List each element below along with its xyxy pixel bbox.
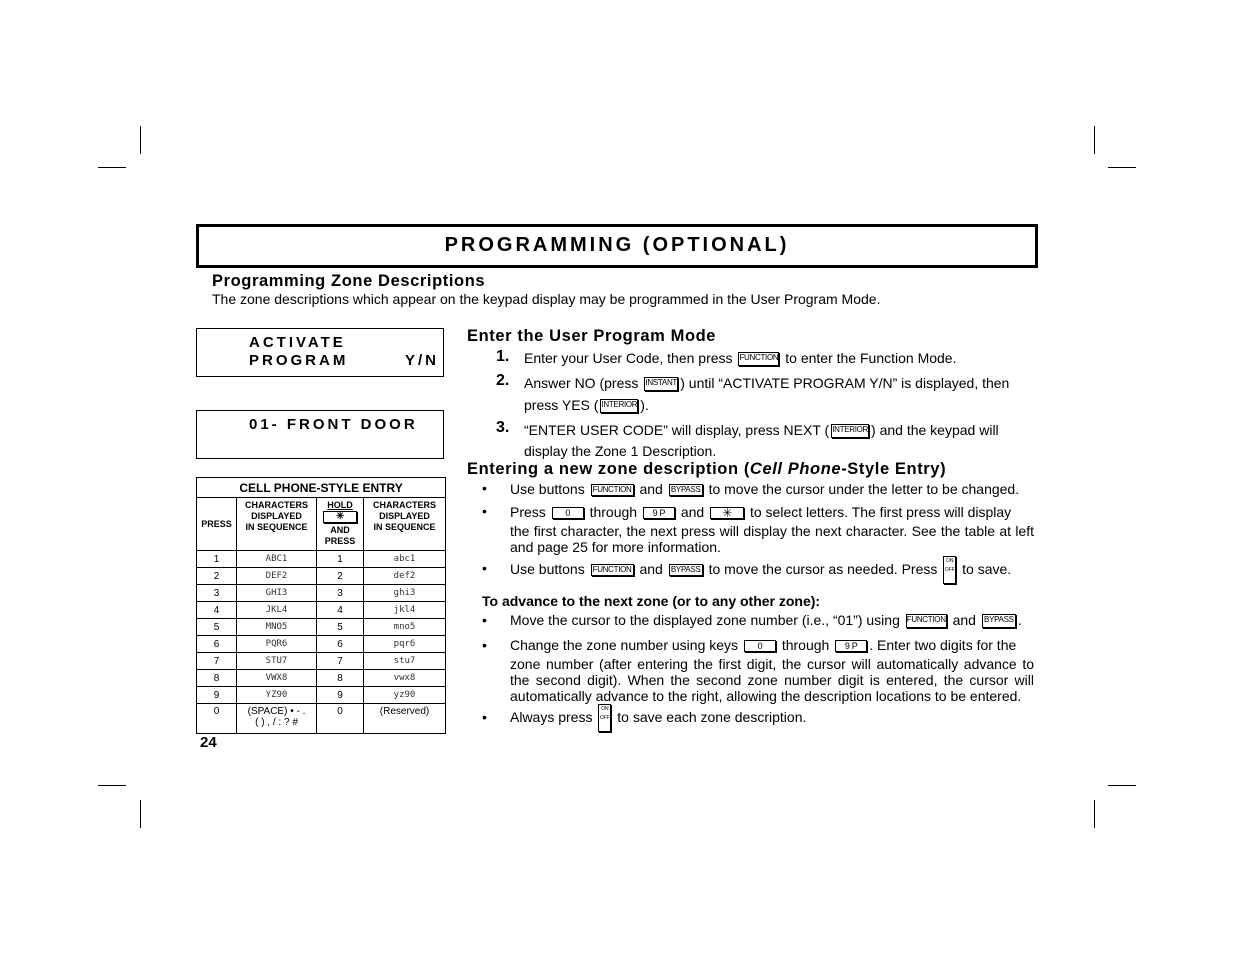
table-cell: 7: [197, 653, 237, 670]
new-zone-bullet-3: Use buttons FUNCTION and BYPASS to move the cursor as needed. Press ON OFF to save.: [510, 556, 1011, 584]
step-number: 3.: [496, 419, 510, 436]
table-cell: JKL4: [237, 602, 317, 619]
function-key-icon: FUNCTION: [592, 485, 632, 495]
table-cell: 8: [197, 670, 237, 687]
bypass-key-icon: BYPASS: [669, 564, 703, 576]
table-cell: yz90: [364, 687, 446, 704]
page-number: 24: [200, 734, 217, 751]
zero-key-icon: 0: [552, 507, 584, 519]
table-cell: 1: [197, 551, 237, 568]
table-row: [197, 619, 446, 636]
table-cell: MNO5: [237, 619, 317, 636]
step-3-text: “ENTER USER CODE” will display, press NEXT ( INTERIOR ) and the keypad will: [524, 422, 999, 438]
cell-phone-entry-table: [196, 477, 446, 734]
table-cell: 3: [317, 585, 364, 602]
step-1-text: Enter your User Code, then press FUNCTION to enter the Function Mode.: [524, 350, 957, 366]
display-yn: Y/N: [405, 352, 440, 369]
new-zone-heading: Entering a new zone description (Cell Phone-Style Entry): [467, 460, 947, 478]
new-zone-bullet-1: Use buttons FUNCTION and BYPASS to move the cursor under the letter to be changed.: [510, 481, 1020, 497]
crop-mark: [140, 800, 141, 828]
table-cell: 3: [197, 585, 237, 602]
table-caption: CELL PHONE-STYLE ENTRY: [197, 478, 446, 498]
table-cell: 4: [317, 602, 364, 619]
table-row: [197, 585, 446, 602]
zone-description-display: [196, 410, 444, 459]
table-cell: def2: [364, 568, 446, 585]
table-cell: GHI3: [237, 585, 317, 602]
table-cell: STU7: [237, 653, 317, 670]
bypass-key-icon: BYPASS: [669, 484, 703, 496]
header-characters-2: CHARACTERS DISPLAYED IN SEQUENCE: [364, 498, 446, 551]
function-key-icon: FUNCTION: [592, 565, 632, 575]
step-number: 2.: [496, 372, 510, 389]
table-row: [197, 687, 446, 704]
new-zone-bullet-2: Press 0 through 9 P and ✳ to select letters. The first press will display: [510, 504, 1012, 521]
table-cell: 9: [197, 687, 237, 704]
advance-bullet-1: Move the cursor to the displayed zone number (i.e., “01”) using FUNCTION and BYPASS .: [510, 612, 1022, 628]
table-cell: jkl4: [364, 602, 446, 619]
table-cell: 5: [317, 619, 364, 636]
new-zone-bullet-2-cont: the first character, the next press will display the next character. See the table at left and page 25 for more information.: [510, 523, 1034, 555]
advance-bullet-2: Change the zone number using keys 0 through 9 P . Enter two digits for the: [510, 637, 1017, 653]
display-line-1: ACTIVATE: [249, 334, 346, 351]
bullet-icon: •: [482, 709, 487, 725]
table-row: [197, 551, 446, 568]
table-cell: 2: [317, 568, 364, 585]
display-line-2: PROGRAM: [249, 352, 349, 369]
intro-text: The zone descriptions which appear on the keypad display may be programmed in the User Program Mode.: [212, 291, 881, 307]
table-cell: PQR6: [237, 636, 317, 653]
table-cell: 4: [197, 602, 237, 619]
bullet-icon: •: [482, 612, 487, 628]
nine-key-icon: 9 P: [835, 640, 867, 652]
bullet-icon: •: [482, 480, 487, 496]
table-cell: 5: [197, 619, 237, 636]
page-title: PROGRAMMING (OPTIONAL): [444, 234, 790, 256]
step-number: 1.: [496, 348, 510, 365]
bypass-key-icon: BYPASS: [982, 614, 1016, 628]
header-press: PRESS: [197, 498, 237, 551]
zero-key-icon: 0: [744, 640, 776, 652]
header-characters: CHARACTERS DISPLAYED IN SEQUENCE: [237, 498, 317, 551]
table-cell: 8: [317, 670, 364, 687]
table-row: 0 (SPACE) • - . ( ) , / : ? # 0 (Reserved): [197, 704, 446, 734]
table-row: [197, 670, 446, 687]
bullet-icon: •: [482, 503, 487, 519]
instant-key-icon: INSTANT: [644, 377, 678, 391]
crop-mark: [1094, 126, 1095, 154]
table-cell: pqr6: [364, 636, 446, 653]
table-cell: DEF2: [237, 568, 317, 585]
advance-bullet-2-cont: zone number (after entering the first digit, the cursor will automatically advance to the second digit). When the second zone number digit is entered, the cursor will automatically advance to the right, allowing the description locations to be entered.: [510, 656, 1034, 704]
star-key-icon: ✳: [323, 511, 357, 523]
step-3-text-cont: display the Zone 1 Description.: [524, 443, 717, 459]
table-cell: vwx8: [364, 670, 446, 687]
crop-mark: [1108, 167, 1136, 168]
table-cell: mno5: [364, 619, 446, 636]
enter-mode-heading: Enter the User Program Mode: [467, 327, 717, 345]
table-cell: 1: [317, 551, 364, 568]
crop-mark: [1108, 785, 1136, 786]
crop-mark: [140, 126, 141, 154]
bullet-icon: •: [482, 560, 487, 576]
table-cell: VWX8: [237, 670, 317, 687]
table-cell: 9: [317, 687, 364, 704]
nine-key-icon: 9 P: [643, 507, 675, 519]
table-row: [197, 653, 446, 670]
interior-key-icon: INTERIOR: [600, 399, 638, 413]
step-2-text-cont: press YES ( INTERIOR ).: [524, 397, 649, 413]
table-cell: 7: [317, 653, 364, 670]
crop-mark: [98, 785, 126, 786]
crop-mark: [1094, 800, 1095, 828]
step-2-text: Answer NO (press INSTANT ) until “ACTIVATE PROGRAM Y/N” is displayed, then: [524, 375, 1010, 391]
table-cell: YZ90: [237, 687, 317, 704]
table-cell: ABC1: [237, 551, 317, 568]
function-key-icon: FUNCTION: [738, 352, 779, 366]
table-row: [197, 602, 446, 619]
interior-key-icon: INTERIOR: [831, 424, 869, 438]
intro-heading: Programming Zone Descriptions: [212, 272, 486, 290]
on-off-key-icon: ON OFF: [943, 556, 956, 584]
display-zone-line: 01- FRONT DOOR: [249, 416, 418, 433]
on-off-key-icon: ON OFF: [598, 704, 611, 732]
star-key-icon: ✳: [710, 507, 744, 519]
table-cell: 6: [317, 636, 364, 653]
header-hold: HOLD ✳ AND PRESS: [317, 498, 364, 551]
function-key-icon: FUNCTION: [906, 614, 947, 628]
crop-mark: [98, 167, 126, 168]
bullet-icon: •: [482, 637, 487, 653]
table-row: [197, 568, 446, 585]
table-cell: stu7: [364, 653, 446, 670]
advance-bullet-3: Always press ON OFF to save each zone description.: [510, 704, 806, 732]
table-cell: 2: [197, 568, 237, 585]
page-title-box: [196, 224, 1038, 268]
table-row: [197, 636, 446, 653]
table-cell: ghi3: [364, 585, 446, 602]
activate-program-display: [196, 328, 444, 377]
table-cell: 6: [197, 636, 237, 653]
table-cell: abc1: [364, 551, 446, 568]
advance-heading: To advance to the next zone (or to any other zone):: [482, 593, 821, 609]
